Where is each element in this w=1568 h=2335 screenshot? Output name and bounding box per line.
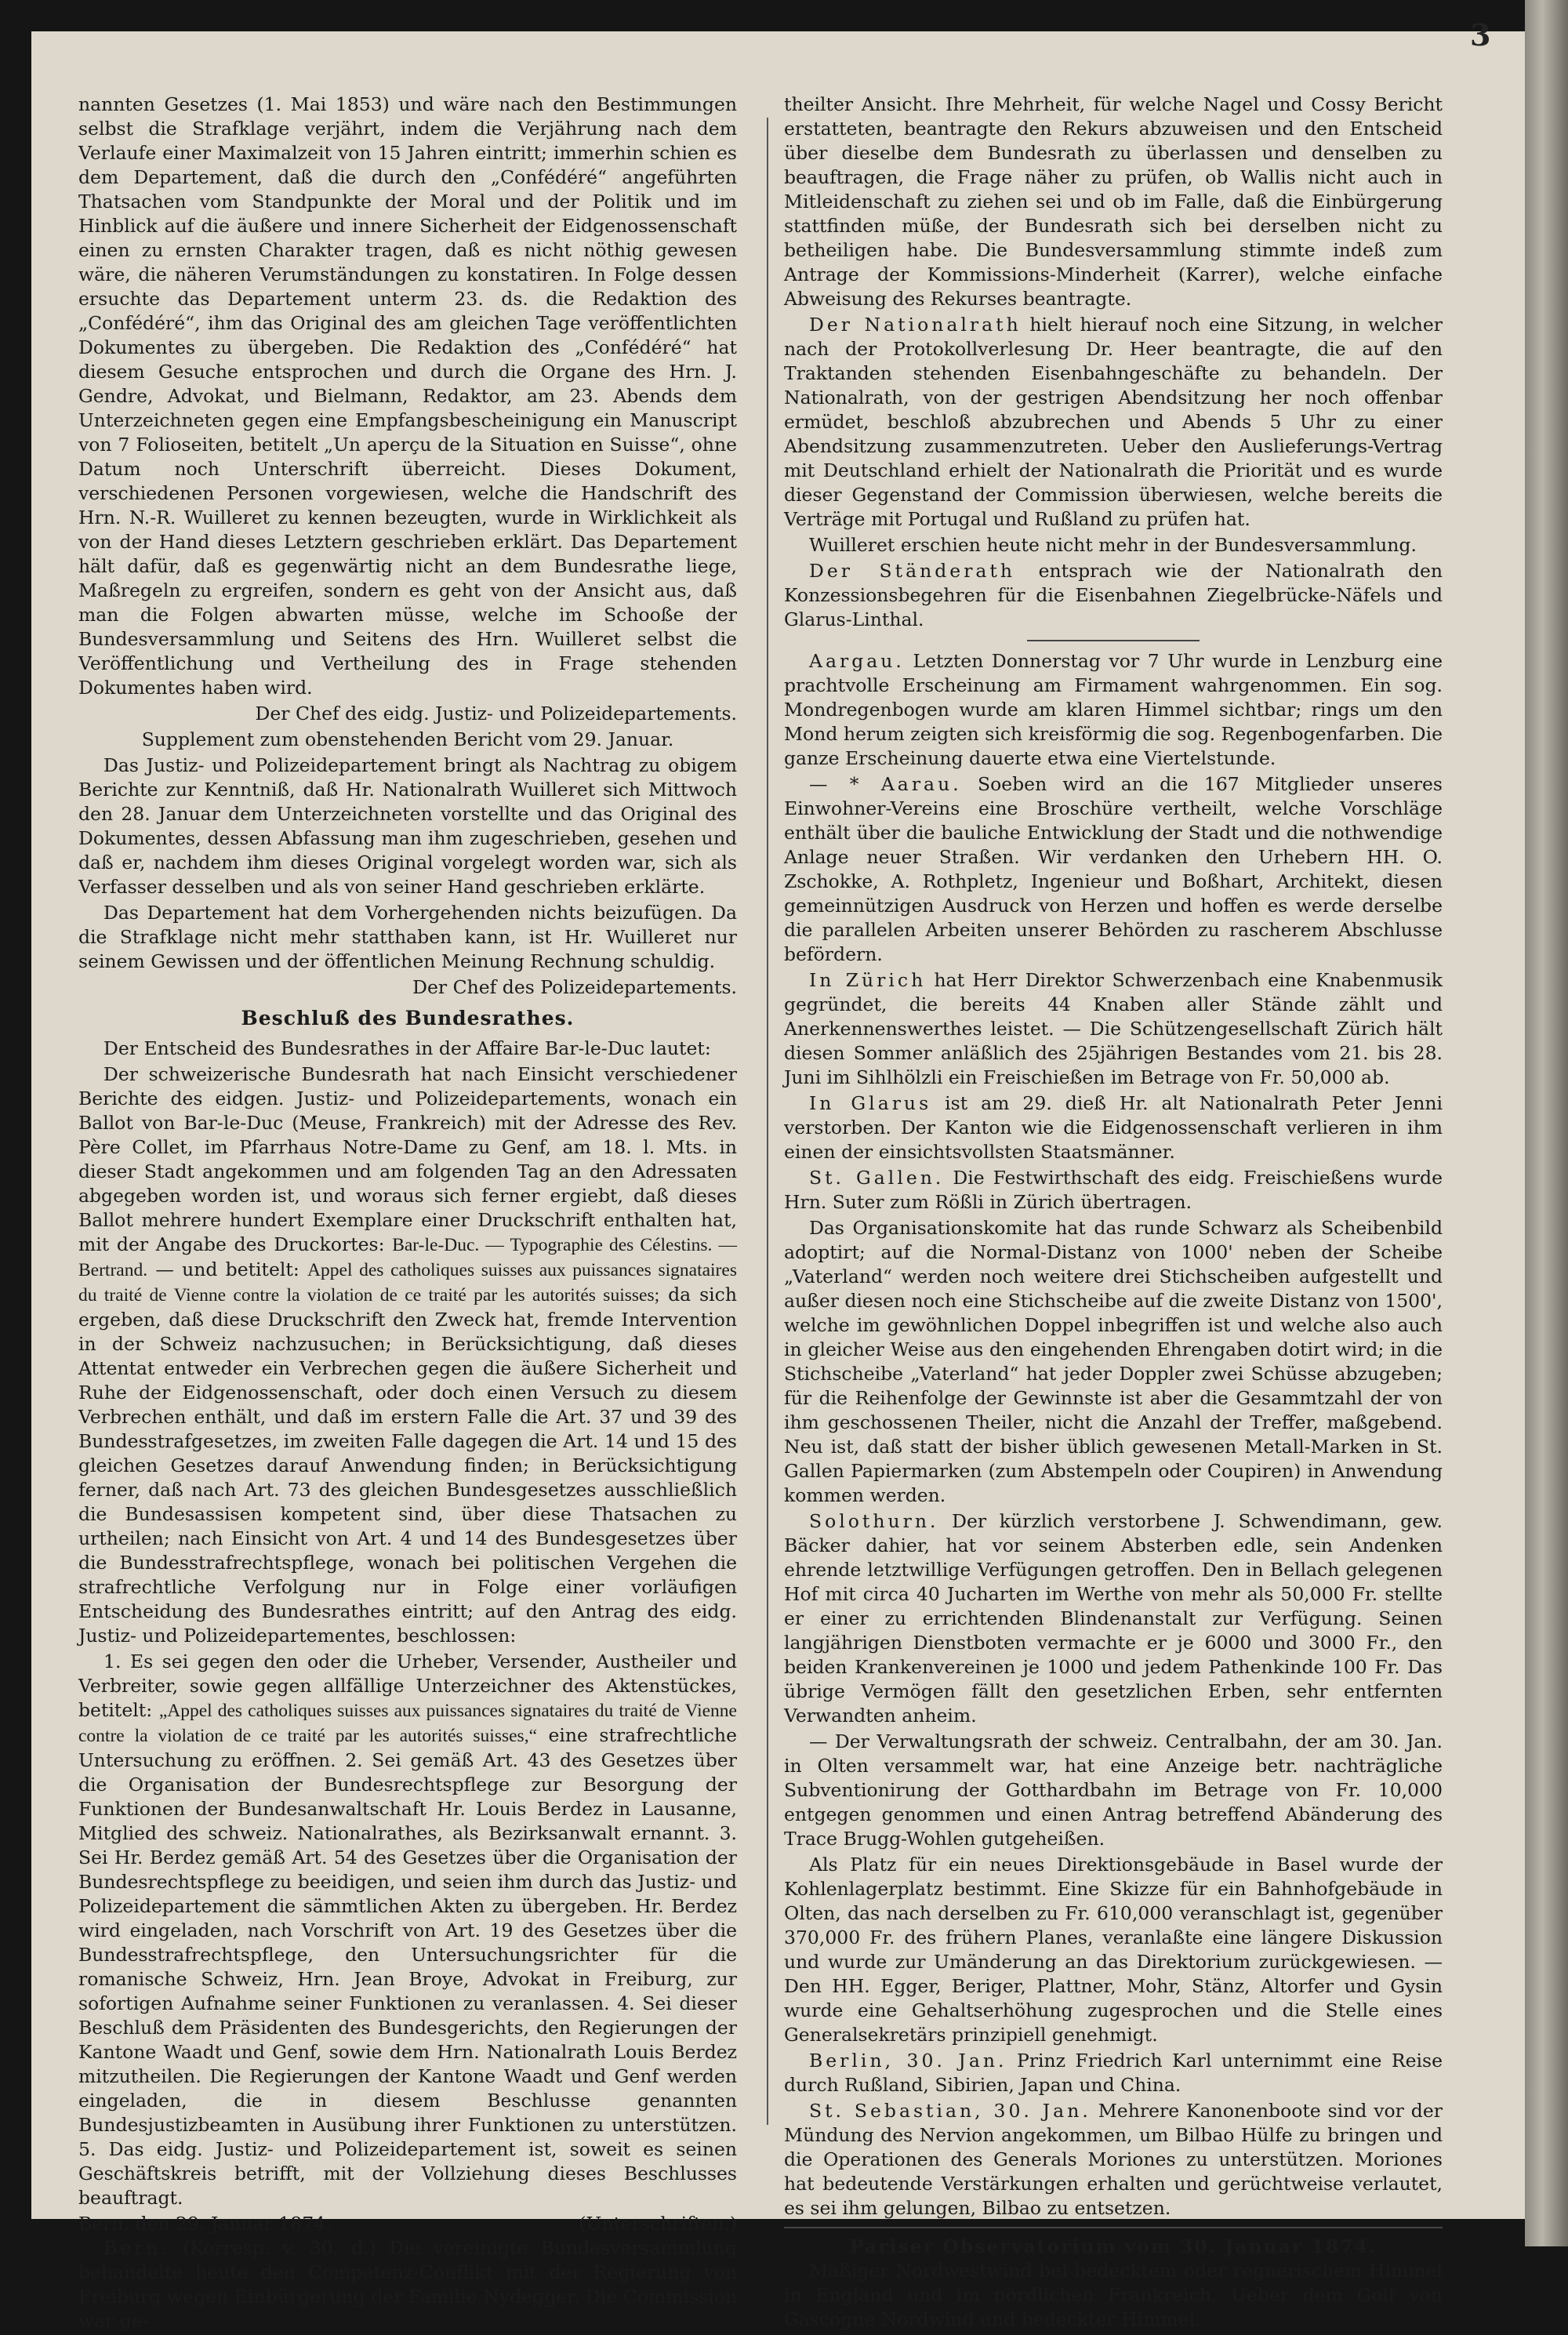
article-text-part: der am 30. Jan. in Olten versammelt war, hat eine Anzeige betr. nachträgliche Subventionirung der Gotthardbahn im Betrage von Fr. 10,000 entgegen genommen und einen Antrag betreffend Abänderung des Trace Brugg-Wohlen gutgeheißen. — [784, 1730, 1443, 1850]
article-text — [78, 1062, 737, 1648]
article-text: Das Departement hat dem Vorhergehenden nichts beizufügen. Da die Strafklage nicht mehr statthaben kann, ist Hr. Wuilleret nur seinem Gewissen und der öffentlichen Meinung Rechnung schuldig. — [78, 902, 737, 972]
place-lead: Bern. — [103, 2237, 171, 2259]
article-text-part: Prinz Friedrich Karl unternimmt eine Reise durch Rußland, Sibirien, Japan und China. — [784, 2050, 1443, 2096]
article-text-part: hielt hierauf noch eine Sitzung, in welcher nach der Protokollverlesung Dr. Heer beantragte, die auf den Traktanden stehenden Eisenbahngeschäfte zu behandeln. Der Nationalrath, von der gestrigen Abendsitzung her noch offenbar ermüdet, beschloß abzubrechen und Abends 5 Uhr zu einer Abendsitzung zusammenzutreten. Ueber den Auslieferungs-Vertrag mit Deutschland erhielt der Nationalrath die Priorität und es wurde dieser Gegenstand der Commission überwiesen, welche bereits die Verträge mit Portugal und Rußland zu prüfen hat. — [784, 314, 1443, 530]
article-text-part: Soeben wird an die 167 Mitglieder unseres Einwohner-Vereins eine Broschüre vertheilt, welche Vorschläge enthält über die bauliche Entwicklung der Stadt und die nothwendige Anlage neuer Straßen. Wir verdanken den Urhebern HH. O. Zschokke, A. Rothpletz, Ingenieur und Boßhart, Architekt, diesen gemeinnützigen Ausdruck von Herzen und hoffen es werde derselbe die parallelen Arbeiten unserer Behörden zu rascherem Abschlusse befördern. — [784, 773, 1443, 965]
article-text-part: Letzten Donnerstag vor 7 Uhr wurde in Lenzburg eine prachtvolle Erscheinung am Firmament wahrgenommen. Ein sog. Mondregenbogen wurde am klaren Himmel sichtbar; rings um den Mond herum zeigten sich kreisförmig die sog. Regenbogenfarben. Die ganze Erscheinung dauerte etwa eine Viertelstunde. — [784, 650, 1443, 769]
article-text: Wuilleret erschien heute nicht mehr in der Bundesversammlung. — [809, 534, 1417, 556]
separator — [784, 2227, 1443, 2228]
section-heading: Beschluß des Bundesrathes. — [241, 1007, 575, 1030]
article-text — [784, 1509, 1443, 1728]
article-text: nannten Gesetzes (1. Mai 1853) und wäre nach den Bestimmungen selbst die Strafklage verjährt, indem die Verjährung nach dem Verlaufe einer Maximalzeit von 15 Jahren eintritt; immerhin schien es dem Departement, daß die durch den „Confédéré“ angeführten Thatsachen vom Standpunkte der Moral und der Politik und im Hinblick auf die äußere und innere Sicherheit der Eidgenossenschaft einen zu ernsten Charakter tragen, daß es nicht nöthig gewesen wäre, die näheren Verumständungen zu konstatiren. In Folge dessen ersuchte das Departement unterm 23. ds. die Redaktion des „Confédéré“, ihm das Original des am gleichen Tage veröffentlichten Dokumentes zu übergeben. Die Redaktion des „Confédéré“ hat diesem Gesuche entsprochen und durch die Organe des Hrn. J. Gendre, Advokat, und Bielmann, Redaktor, am 23. Abends dem Unterzeichneten gegen eine Empfangsbescheinigung ein Manuscript von 7 Folioseiten, betitelt „Un aperçu de la Situation en Suisse“, ohne Datum noch Unterschrift überreicht. Dieses Dokument, verschiedenen Personen vorgewiesen, welche die Handschrift des Hrn. N.-R. Wuilleret zu kennen bezeugten, wurde in Wirklichkeit als von der Hand dieses Letztern geschrieben erklärt. Das Departement hält dafür, daß es gegenwärtig nicht an dem Bundesrathe liege, Maßregeln zu ergreifen, sondern es geht von der Ansicht aus, daß man die Folgen abwarten müsse, welche im Schooße der Bundesversammlung und Seitens des Hrn. Wuilleret selbst die Veröffentlichung und Vertheilung des in Frage stehenden Dokumentes haben wird. — [78, 93, 737, 699]
article-text — [784, 559, 1443, 632]
article-text — [78, 1650, 737, 2210]
article-text — [784, 2099, 1443, 2221]
article-text — [784, 1091, 1443, 1164]
observatory-text: Mäßiger Nordwestwind bei bedecktem oder regnerischem Himmel in England und im nördlichen Frankreich. Ueber dem Golf von Gascogne Nordwind und bedeckter Himmel. — [784, 2260, 1443, 2330]
page-number: 3 — [1470, 17, 1491, 53]
article-text — [784, 968, 1443, 1090]
article-text — [784, 2049, 1443, 2097]
signature: Der Chef des Polizeidepartements. — [412, 976, 737, 998]
place-lead: — Der Verwaltungsrath der schweiz. Centralbahn, — [809, 1730, 1288, 1752]
french-quote: Bar-le-Duc. — Typographie des Célestins. — Bertrand. — [78, 1235, 738, 1280]
place-lead: Berlin, 30. Jan. — [809, 2050, 1007, 2072]
french-quote: „Appel des catholiques suisses aux puissances signataires du traité de Vienne contre la violation de ce traité par les autorités suisses,“ — [78, 1701, 737, 1746]
article-text-part: hat Herr Direktor Schwerzenbach eine Knabenmusik gegründet, die bereits 44 Knaben aller Stände zählt und Anerkennenswerthes leistet. — Die Schützengesellschaft Zürich hält diesen Sommer anläßlich des 25jährigen Bestandes vom 21. bis 28. Juni im Sihlhölzli ein Freischießen im Betrage von Fr. 50,000 ab. — [784, 969, 1443, 1088]
article-text-part: Die Festwirthschaft des eidg. Freischießens wurde Hrn. Suter zum Rößli in Zürich übertragen. — [784, 1167, 1443, 1213]
article-text: Der Entscheid des Bundesrathes in der Affaire Bar-le-Duc lautet: — [103, 1037, 711, 1059]
article-text: Als Platz für ein neues Direktionsgebäude in Basel wurde der Kohlenlagerplatz bestimmt. Eine Skizze für ein Bahnhofgebäude in Olten, das nach derselben zu Fr. 610,000 veranschlagt ist, gegenüber 370,000 Fr. des frühern Planes, veranlaßte eine längere Diskussion und wurde zur Umänderung an das Direktorium zurückgewiesen. — Den HH. Egger, Beriger, Plattner, Mohr, Stänz, Altorfer und Gysin wurde eine Gehaltserhöhung zugesprochen und die Stelle eines Generalsekretärs prinzipiell genehmigt. — [784, 1854, 1443, 2046]
place-lead: — * Aarau. — [809, 773, 962, 795]
article-text-part: 1. Es sei gegen den oder die Urheber, Versender, Austheiler und Verbreiter, sowie gegen allfällige Unterzeichner des Aktenstückes, betitelt: — [78, 1650, 737, 1721]
scan-edge — [1525, 0, 1568, 2246]
article-text: Das Organisationskomite hat das runde Schwarz als Scheibenbild adoptirt; auf die Normal-Distanz von 1000' neben der Scheibe „Vaterland“ werden noch weitere drei Stichscheiben aufgestellt und außer diesen noch eine Stichscheibe auf die zweite Distanz von 1500', welche im gewöhnlichen Doppel inbegriffen ist und welche also auch in gleicher Weise aus den eingehenden Ehrengaben dotirt wird; in die Stichscheibe „Vaterland“ hat jeder Doppler zwei Schüsse abzugeben; für die Reihenfolge der Gewinnste ist aber die Gesammtzahl der von ihm geschossenen Theiler, nicht die Anzahl der Treffer, maßgebend. Neu ist, daß statt der bisher üblich gewesenen Metall-Marken in St. Gallen Papiermarken (zum Abstempeln oder Coupiren) in Anwendung kommen werden. — [784, 1217, 1443, 1506]
article-text-part: — und betitelt: — [155, 1258, 299, 1280]
place-lead: In Glarus — [809, 1092, 932, 1114]
article-text: Das Justiz- und Polizeidepartement bringt als Nachtrag zu obigem Berichte zur Kenntniß, daß Hr. Nationalrath Wuilleret sich Mittwoch den 28. Januar dem Unterzeichneten vorstellte und das Original des Dokumentes, dessen Abfassung man ihm zugeschrieben, gesehen und daß er, nachdem ihm dieses Original vorgelegt worden war, sich als Verfasser desselben und als von seiner Hand geschrieben erklärte. — [78, 754, 737, 898]
signatures-note: (Unterschriften.) — [579, 2213, 737, 2235]
article-text-part: (Korresp. v. 30. d.) Die vereinigte Bundesversammlung behandelte heute den Competenz-Conflikt mit der Regierung von Freiburg wegen Einbürgerung der Familie Nydegger. Die Commission war ge- — [78, 2237, 737, 2332]
article-text — [784, 1166, 1443, 1215]
article-text-part: da sich ergeben, daß diese Druckschrift den Zweck hat, fremde Intervention in der Schweiz nachzusuchen; in Berücksichtigung, daß dieses Attentat entweder ein Verbrechen gegen die äußere Sicherheit und Ruhe der Eidgenossenschaft, oder doch einen Versuch zu diesem Verbrechen enthält, und daß im erstern Falle die Art. 37 und 39 des Bundesstrafgesetzes, im zweiten Falle dagegen die Art. 14 und 15 des gleichen Gesetzes darauf Anwendung finden; in Berücksichtigung ferner, daß nach Art. 73 des gleichen Bundesgesetzes ausschließlich die Bundesassisen kompetent sind, über diese Thatsachen zu urtheilen; nach Einsicht von Art. 4 und 14 des Bundesgesetzes über die Bundesstrafrechtspflege, wonach bei politischen Vergehen die strafrechtliche Verfolgung nur in Folge einer vorläufigen Entscheidung des Bundesrathes eintritt; auf den Antrag des eidg. Justiz- und Polizeidepartementes, beschlossen: — [78, 1284, 737, 1647]
date-line: Bern, den 29. Januar 1874. — [78, 2213, 332, 2235]
article-text — [784, 313, 1443, 532]
place-lead: In Zürich — [809, 969, 927, 991]
place-lead: Der Ständerath — [809, 560, 1016, 582]
article-text — [784, 1730, 1443, 1851]
place-lead: Solothurn. — [809, 1510, 939, 1532]
article-text — [784, 649, 1443, 771]
article-text — [784, 772, 1443, 967]
place-lead: St. Gallen. — [809, 1167, 945, 1189]
right-column — [784, 93, 1443, 2333]
place-lead: Aargau. — [809, 650, 905, 672]
article-text-part: Der schweizerische Bundesrath hat nach Einsicht verschiedener Berichte des eidgen. Justiz- und Polizeidepartements, wonach ein Ballot von Bar-le-Duc (Meuse, Frankreich) mit der Adresse des Rev. Père Collet, im Pfarrhaus Notre-Dame zu Genf, am 18. l. Mts. in dieser Stadt angekommen und am folgenden Tag an den Adressaten abgegeben worden ist, und woraus sich ferner ergiebt, daß dieses Ballot mehrere hundert Exemplare einer Druckschrift enthalten hat, mit der Angabe des Druckortes: — [78, 1063, 737, 1255]
dateline — [78, 2212, 737, 2236]
article-text-part: Mehrere Kanonenboote sind vor der Mündung des Nervion angekommen, um Bilbao Hülfe zu bringen und die Operationen des Generals Moriones zu unterstützen. Moriones hat bedeutende Verstärkungen erhalten und gerüchtweise verlautet, es sei ihm gelungen, Bilbao zu entsetzen. — [784, 2100, 1443, 2219]
left-column — [78, 93, 737, 2335]
article-text-part: ist am 29. dieß Hr. alt Nationalrath Peter Jenni verstorben. Der Kanton wie die Eidgenossenschaft verlieren in ihm einen der einsichtsvollsten Staatsmänner. — [784, 1092, 1443, 1163]
place-lead: St. Sebastian, 30. Jan. — [809, 2100, 1091, 2122]
place-lead: Der Nationalrath — [809, 314, 1022, 336]
separator — [1027, 640, 1200, 641]
article-text-part: Der kürzlich verstorbene J. Schwendimann, gew. Bäcker dahier, hat vor seinem Absterben edle, sein Andenken ehrende letztwillige Verfügungen getroffen. Den in Bellach gelegenen Hof mit circa 40 Jucharten im Werthe von mehr als 50,000 Fr. stellte er einer zu errichtenden Blindenanstalt zur Verfügung. Seinen langjährigen Dienstboten vermachte er je 6000 und 3000 Fr., den beiden Krankenvereinen je 1000 und jedem Pathenkinde 100 Fr. Das übrige Vermögen fällt den gesetzlichen Erben, sehr entfernten Verwandten anheim. — [784, 1510, 1443, 1727]
signature: Der Chef des eidg. Justiz- und Polizeidepartements. — [255, 703, 737, 724]
observatory-title: Pariser Observatorium vom 30. Januar 1874. — [850, 2235, 1377, 2257]
supplement-title: Supplement zum obenstehenden Bericht vom 29. Januar. — [141, 728, 674, 750]
article-text — [78, 2236, 737, 2333]
newspaper-page — [31, 31, 1525, 2332]
article-text: theilter Ansicht. Ihre Mehrheit, für welche Nagel und Cossy Bericht erstatteten, beantragte den Rekurs abzuweisen und den Entscheid über dieselbe dem Bundesrath zu überlassen und denselben zu beauftragen, die Frage näher zu prüfen, ob Wallis nicht auch in Mitleidenschaft zu ziehen sei und ob im Falle, daß die Einbürgerung stattfinden müße, der Bundesrath sich bei derselben nicht zu betheiligen habe. Die Bundesversammlung stimmte indeß zum Antrage der Kommissions-Minderheit (Karrer), welche einfache Abweisung des Rekurses beantragte. — [784, 93, 1443, 310]
column-divider — [767, 118, 768, 2125]
french-quote: Appel des catholiques suisses aux puissances signataires du traité de Vienne contre la violation de ce traité par les autorités suisses; — [78, 1260, 737, 1305]
article-text-part: entsprach wie der Nationalrath den Konzessionsbegehren für die Eisenbahnen Ziegelbrücke-Näfels und Glarus-Linthal. — [784, 560, 1443, 630]
article-text-part: eine strafrechtliche Untersuchung zu eröffnen. 2. Sei gemäß Art. 43 des Gesetzes über die Organisation der Bundesrechtspflege zur Besorgung der Funktionen der Bundesanwaltschaft Hr. Louis Berdez in Lausanne, Mitglied des schweiz. Nationalrathes, als Bezirksanwalt ernannt. 3. Sei Hr. Berdez gemäß Art. 54 des Gesetzes über die Organisation der Bundesrechtspflege zu beeidigen, und seien ihm durch das Justiz- und Polizeidepartement die sämmtlichen Akten zu übergeben. Hr. Berdez wird eingeladen, nach Vorschrift von Art. 19 des Gesetzes über die Bundesstrafrechtspflege, den Untersuchungsrichter für die romanische Schweiz, Hrn. Jean Broye, Advokat in Freiburg, zur sofortigen Aufnahme seiner Funktionen zu veranlassen. 4. Sei dieser Beschluß dem Präsidenten des Bundesgerichts, den Regierungen der Kantone Waadt und Genf, sowie dem Hrn. Nationalrath Louis Berdez mitzutheilen. Die Regierungen der Kantone Waadt und Genf werden eingeladen, die in diesem Beschlusse genannten Bundesjustizbeamten in Ausübung ihrer Funktionen zu unterstützen. 5. Das eidg. Justiz- und Polizeidepartement ist, soweit es seinen Geschäftskreis betrifft, mit der Vollziehung dieses Beschlusses beauftragt. — [78, 1724, 737, 2209]
